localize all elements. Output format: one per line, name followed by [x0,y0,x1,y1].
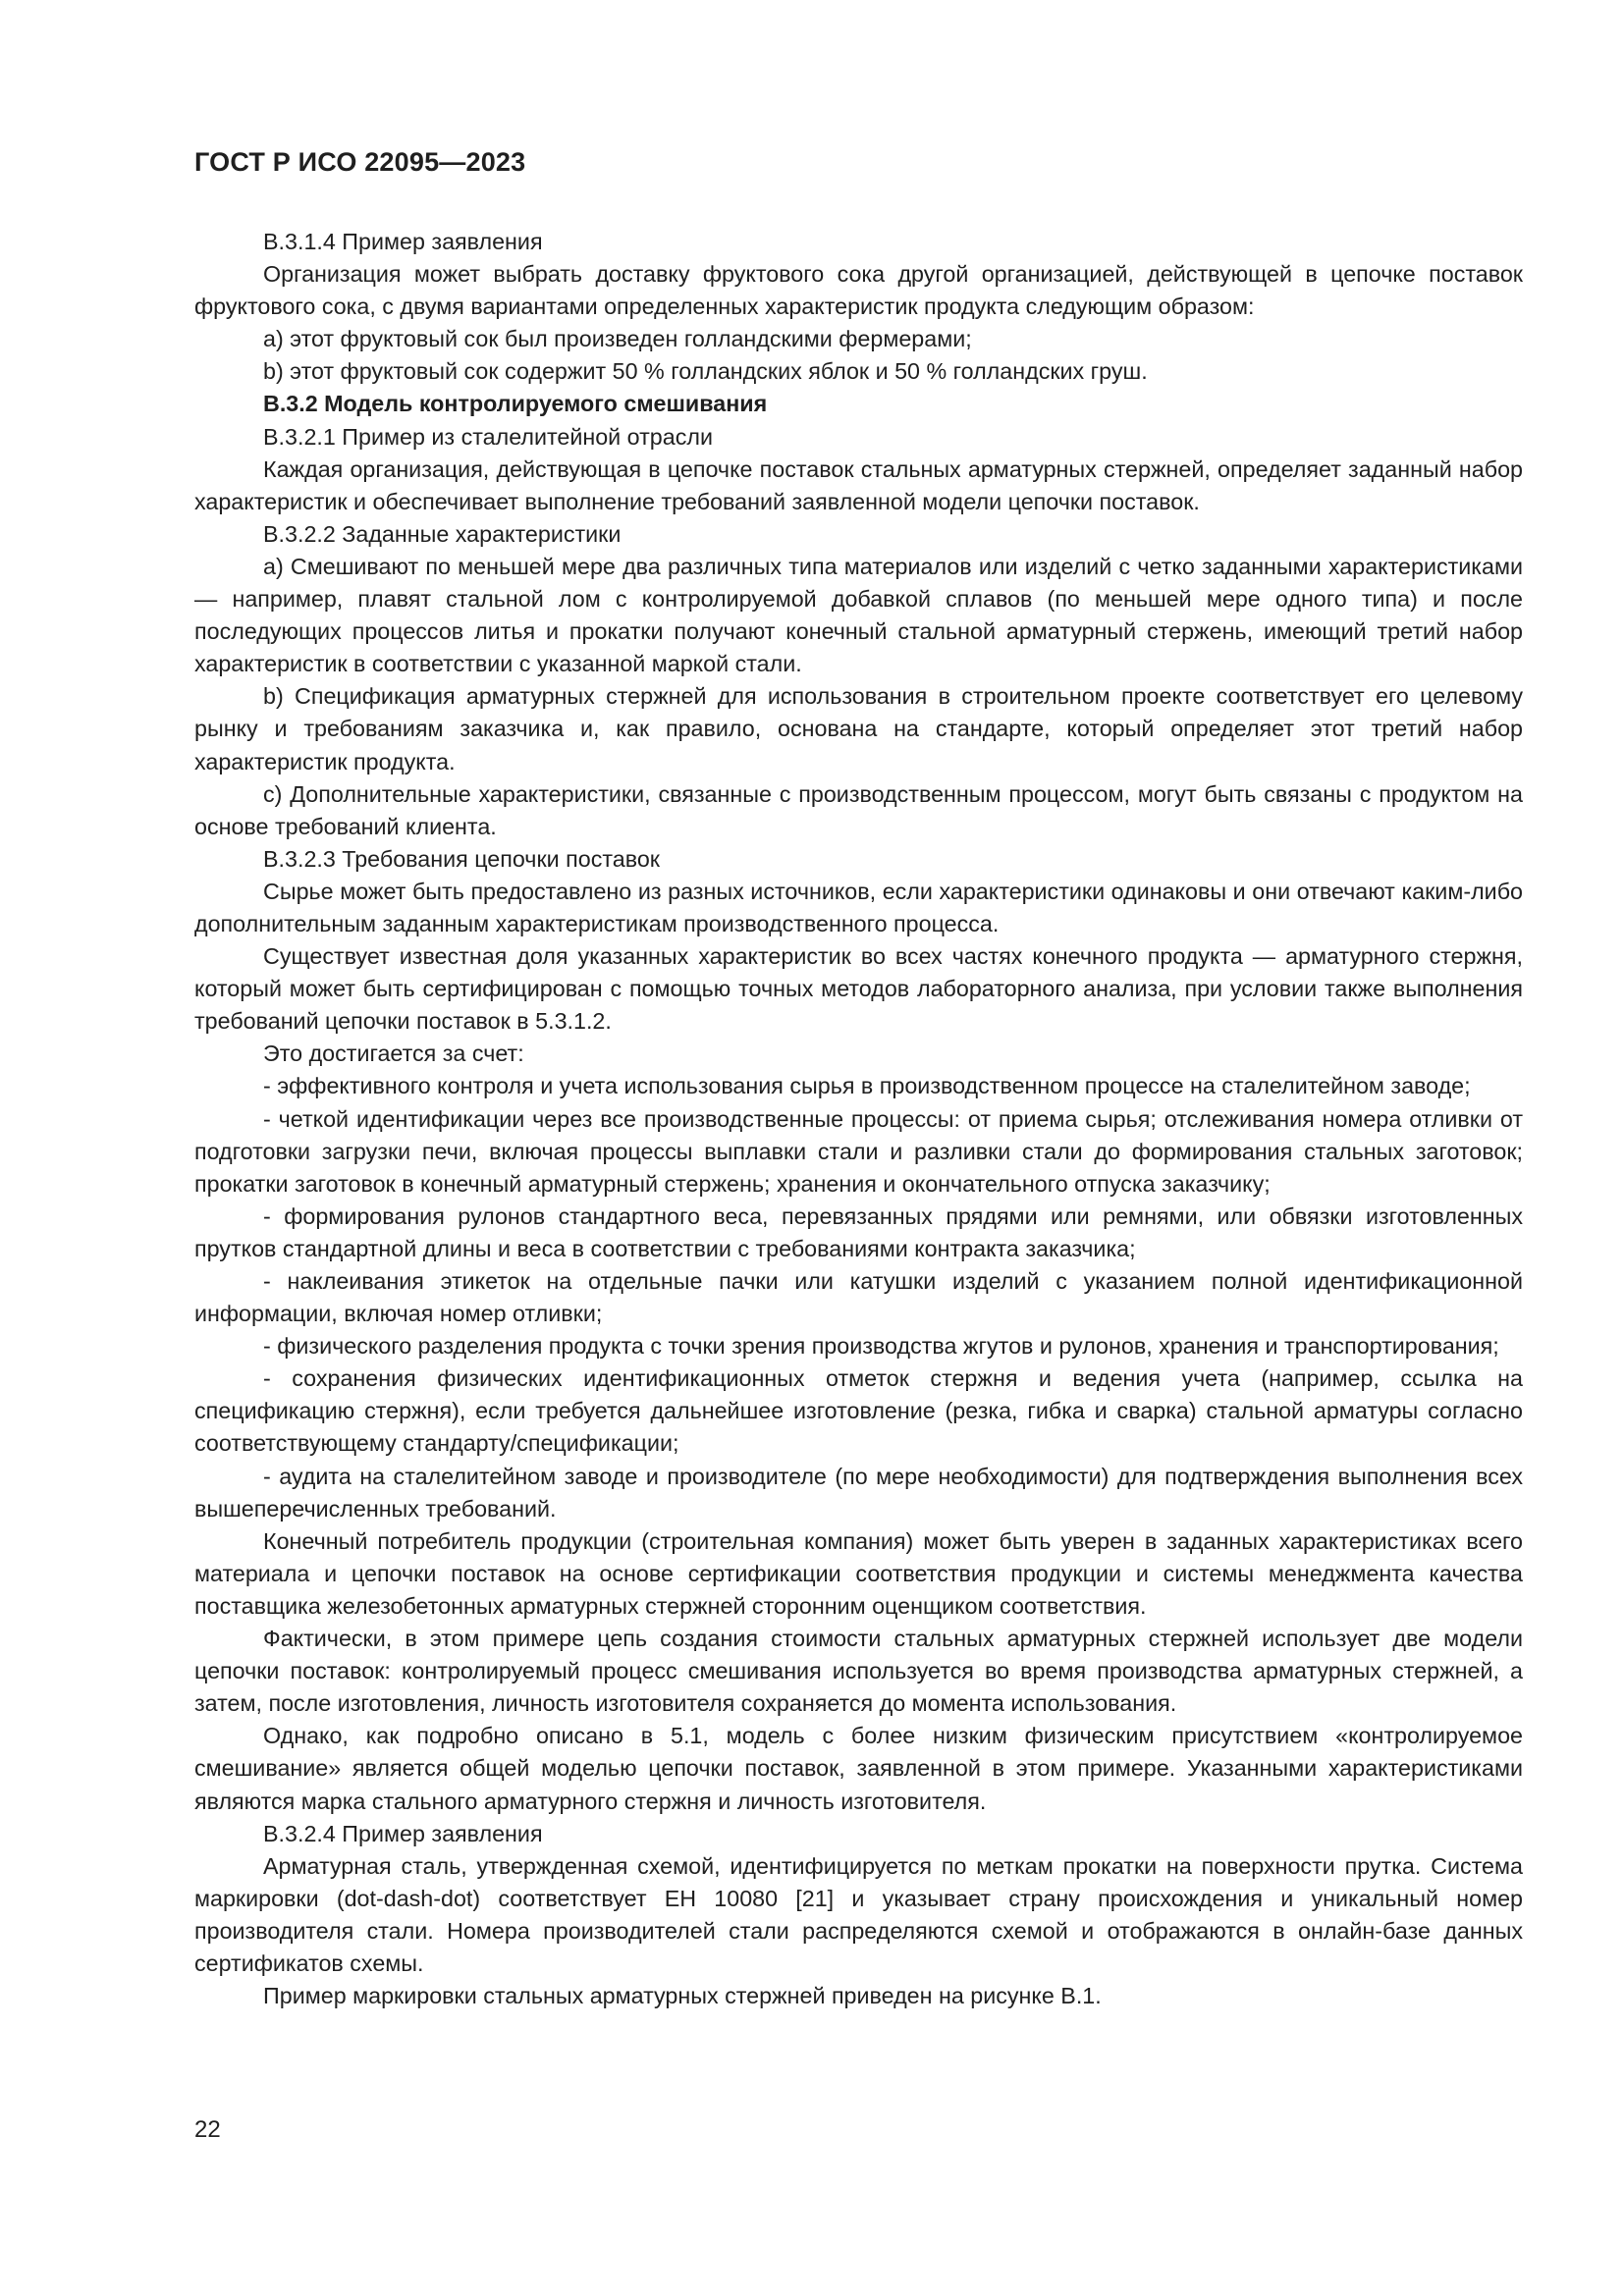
body-paragraph: B.3.1.4 Пример заявления [263,229,543,254]
body-paragraph: Пример маркировки стальных арматурных стержней приведен на рисунке B.1. [263,1983,1102,2009]
body-paragraph: c) Дополнительные характеристики, связанные с производственным процессом, могут быть связаны с продуктом на основе требований клиента. [194,780,1523,839]
body-paragraph: B.3.2.2 Заданные характеристики [263,520,622,547]
body-paragraph: Каждая организация, действующая в цепочке поставок стальных арматурных стержней, определяет заданный набор характеристик и обеспечивает выполнение требований заявленной модели цепочки поставок. [194,455,1523,514]
body-paragraph: - сохранения физических идентификационных отметок стержня и ведения учета (например, ссылка на спецификацию стержня), если требуется дальнейшее изготовление (резка, гибка и сварка) стальной арматуры согласно соответствующему стандарту/спецификации; [194,1365,1523,1457]
body-paragraph: Сырье может быть предоставлено из разных источников, если характеристики одинаковы и они отвечают каким-либо дополнительным заданным характеристикам производственного процесса. [194,878,1523,936]
body-paragraph: a) этот фруктовый сок был произведен голландскими фермерами; [263,326,972,352]
body-paragraph: - формирования рулонов стандартного веса, перевязанных прядями или ремнями, или обвязки изготовленных прутков стандартной длины и веса в соответствии с требованиями контракта заказчика; [194,1202,1523,1261]
body-paragraph: Однако, как подробно описано в 5.1, модель с более низким физическим присутствием «контролируемое смешивание» является общей моделью цепочки поставок, заявленной в этом примере. Указанными характеристиками являются марка стального арматурного стержня и личность изготовителя. [194,1723,1523,1814]
body-paragraph: - физического разделения продукта с точки зрения производства жгутов и рулонов, хранения и транспортирования; [263,1333,1499,1360]
body-paragraph: B.3.2.1 Пример из сталелитейной отрасли [263,423,713,450]
page-number: 22 [194,2116,221,2143]
body-paragraph: Фактически, в этом примере цепь создания стоимости стальных арматурных стержней использует две модели цепочки поставок: контролируемый процесс смешивания используется во время производства арматурных стержней, а затем, после изготовления, личность изготовителя сохраняется до момента использования. [194,1626,1523,1717]
body-paragraph: - наклеивания этикеток на отдельные пачки или катушки изделий с указанием полной идентификационной информации, включая номер отливки; [194,1268,1523,1327]
body-paragraph: Конечный потребитель продукции (строительная компания) может быть уверен в заданных характеристиках всего материала и цепочки поставок на основе сертификации соответствия продукции и системы менеджмента качества поставщика железобетонных арматурных стержней сторонним оценщиком соответствия. [194,1527,1523,1619]
body-paragraph: B.3.2.4 Пример заявления [263,1820,543,1846]
document-header-title: ГОСТ Р ИСО 22095—2023 [194,147,526,177]
body-paragraph: Это достигается за счет: [263,1041,524,1067]
body-paragraph: B.3.2.3 Требования цепочки поставок [263,845,660,872]
document-body [194,226,1523,2012]
body-paragraph: - аудита на сталелитейном заводе и производителе (по мере необходимости) для подтверждения выполнения всех вышеперечисленных требований. [194,1463,1523,1522]
body-paragraph: Существует известная доля указанных характеристик во всех частях конечного продукта — арматурного стержня, который может быть сертифицирован с помощью точных методов лабораторного анализа, при условии также выполнения требований цепочки поставок в 5.3.1.2. [194,943,1523,1035]
body-paragraph: b) Спецификация арматурных стержней для использования в строительном проекте соответствует его целевому рынку и требованиям заказчика и, как правило, основана на стандарте, который определяет этот третий набор характеристик продукта. [194,683,1523,774]
body-paragraph: Организация может выбрать доставку фруктового сока другой организацией, действующей в цепочке поставок фруктового сока, с двумя вариантами определенных характеристик продукта следующим образом: [194,261,1523,320]
body-paragraph: - эффективного контроля и учета использования сырья в производственном процессе на сталелитейном заводе; [263,1073,1471,1099]
body-paragraph: - четкой идентификации через все производственные процессы: от приема сырья; отслеживания номера отливки от подготовки загрузки печи, включая процессы выплавки стали и разливки стали до формирования стальных заготовок; прокатки заготовок в конечный арматурный стержень; хранения и окончательного отпуска заказчику; [194,1105,1523,1197]
body-paragraph: b) этот фруктовый сок содержит 50 % голландских яблок и 50 % голландских груш. [263,358,1148,385]
body-paragraph: a) Смешивают по меньшей мере два различных типа материалов или изделий с четко заданными характеристиками — например, плавят стальной лом с контролируемой добавкой сплавов (по меньшей мере одного типа) и после последующих процессов литья и прокатки получают конечный стальной арматурный стержень, имеющий третий набор характеристик в соответствии с указанной маркой стали. [194,553,1523,677]
section-heading: B.3.2 Модель контролируемого смешивания [263,391,768,417]
body-paragraph: Арматурная сталь, утвержденная схемой, идентифицируется по меткам прокатки на поверхности прутка. Система маркировки (dot-dash-dot) соответствует ЕН 10080 [21] и указывает страну происхождения и уникальный номер производителя стали. Номера производителей стали распределяются схемой и отображаются в онлайн-базе данных сертификатов схемы. [194,1852,1523,1976]
